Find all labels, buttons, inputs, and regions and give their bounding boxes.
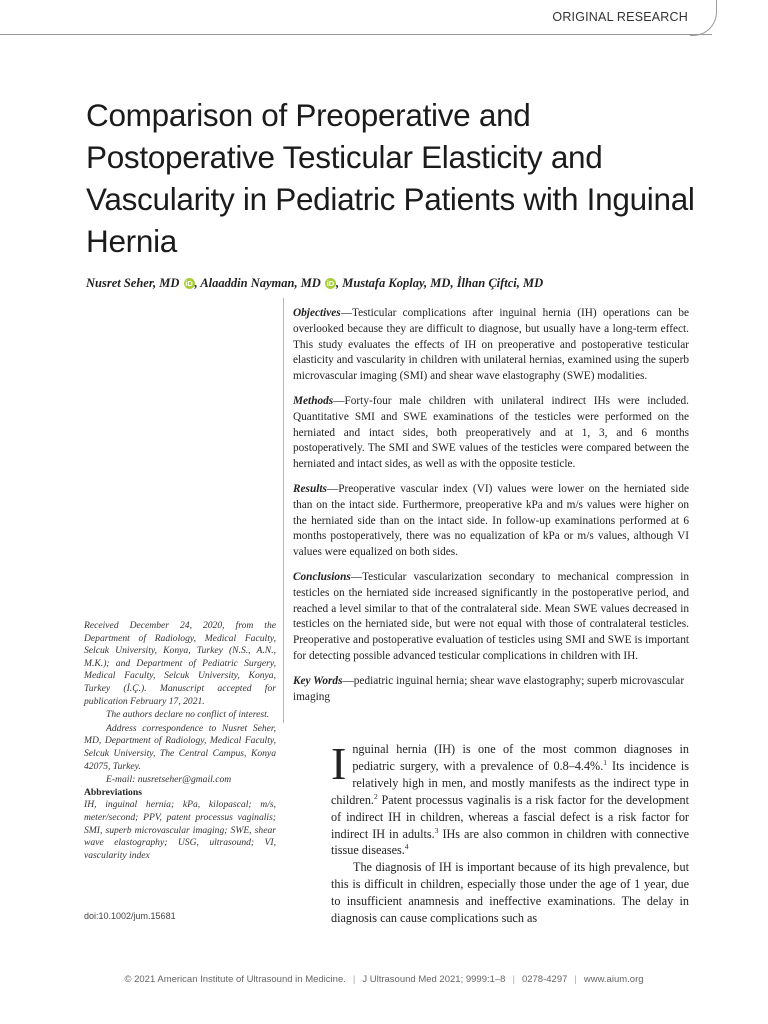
author-name: Nusret Seher, MD bbox=[86, 276, 180, 290]
abstract-divider bbox=[283, 298, 284, 723]
orcid-icon[interactable]: iD bbox=[326, 279, 335, 288]
section-label: ORIGINAL RESEARCH bbox=[552, 10, 688, 24]
abstract-results: Results—Preoperative vascular index (VI) values were lower on the herniated side than on the intact side. Furthermore, preoperative kPa and m/s values were higher on the herniated side than on the intact side. In follow-up examinations performed at 6 months postoperatively, there was no equalization of kPa or m/s values, although VI values were equalized on both sides. bbox=[293, 482, 689, 559]
footer-separator: | bbox=[512, 974, 515, 985]
body-paragraph: Inguinal hernia (IH) is one of the most common diagnoses in pediatric surgery, with a prevalence of 0.8–4.4%.$^1$ Its incidence is relatively high in men, and mostly manifests as the indirect type in children.$^2$ Patent processus vaginalis is a risk factor for the development of indirect IH in children, whereas a fascial defect is a risk factor for indirect IH in adults.$^3$ IHs are also common in children with connective tissue diseases.$^4$ bbox=[331, 738, 689, 858]
journal-citation: J Ultrasound Med 2021; 9999:1–8 bbox=[362, 974, 506, 985]
article-title: Comparison of Preoperative and Postoperative Testicular Elasticity and Vascularity in Pediatric Patients with Inguinal Hernia bbox=[86, 97, 695, 259]
citation-ref[interactable]: 4 bbox=[404, 842, 409, 852]
citation-ref[interactable]: 1 bbox=[603, 757, 608, 767]
abstract-keywords: Key Words—pediatric inguinal hernia; shear wave elastography; superb microvascular imaging bbox=[293, 674, 685, 703]
page-footer bbox=[0, 974, 768, 985]
orcid-icon[interactable]: iD bbox=[185, 279, 193, 288]
abstract-methods: Methods—Forty-four male children with unilateral indirect IHs were included. Quantitative SMI and SWE examinations of the testicles were performed on the herniated and intact sides, both preoperatively and at 1, 3, and 6 months postoperatively. The SMI and SWE values of the testicles were compared between the herniated and intact sides, as well as with the opposite testicle. bbox=[293, 394, 689, 471]
author-list bbox=[86, 276, 726, 291]
body-text bbox=[331, 738, 689, 927]
citation-ref[interactable]: 2 bbox=[373, 791, 378, 801]
header-corner-curve bbox=[690, 0, 717, 36]
footer-separator: | bbox=[352, 974, 356, 985]
footer-separator: | bbox=[574, 974, 577, 985]
doi-link[interactable]: doi:10.1002/jum.15681 bbox=[84, 911, 176, 921]
copyright-text: © 2021 American Institute of Ultrasound in Medicine. bbox=[124, 974, 346, 985]
abstract-conclusions: Conclusions—Testicular vascularization secondary to mechanical compression in testicles on the herniated side increased significantly in the postoperative period, and reached a level similar to that of the contralateral side. Mean SWE values decreased in testicles on the herniated side, but were not equal with those of contralateral testicles. Preoperative and postoperative evaluation of testicles using SMI and SWE is important for detecting possible advanced testicular complications in children with IH. bbox=[293, 570, 689, 662]
issn-text: 0278-4297 bbox=[521, 974, 568, 985]
conflict-note: The authors declare no conflict of interest. bbox=[106, 709, 270, 721]
article-info-sidebar bbox=[84, 620, 276, 862]
website-link[interactable]: www.aium.org bbox=[583, 974, 644, 985]
abstract bbox=[293, 306, 689, 714]
drop-cap: I bbox=[331, 738, 347, 789]
abstract-objectives: Objectives—Testicular complications after inguinal hernia (IH) operations can be overlooked because they are difficult to diagnose, but usually have a long-term effect. This study evaluates the effects of IH on preoperative and postoperative testicular elasticity and vascularity in children with unilateral hernias, examined using the superb microvascular imaging (SMI) and shear wave elastography (SWE) modalities. bbox=[293, 307, 689, 383]
email-link[interactable]: E-mail: nusretseher@gmail.com bbox=[106, 774, 232, 786]
citation-ref[interactable]: 3 bbox=[434, 825, 439, 835]
abbreviations-text: IH, inguinal hernia; kPa, kilopascal; m/s, meter/second; PPV, patent processus vaginalis; SMI, superb microvascular imaging; SWE, shear wave elastography; USG, ultrasound; VI, vascularity index bbox=[84, 799, 276, 861]
received-note: Received December 24, 2020, from the Department of Radiology, Medical Faculty, Selcuk University, Konya, Turkey (N.S., A.N., M.K.); and Department of Pediatric Surgery, Medical Faculty, Selcuk University, Konya, Turkey (İ.Ç.). Manuscript accepted for publication February 17, 2021. bbox=[84, 620, 276, 707]
body-paragraph: The diagnosis of IH is important because of its high prevalence, but this is difficult in children, especially those under the age of 1 year, due to insufficient anamnesis and ineffective examinations. The delay in diagnosis can cause complications such as bbox=[331, 860, 689, 926]
header-rule bbox=[0, 34, 712, 35]
correspondence-note: Address correspondence to Nusret Seher, MD, Department of Radiology, Medical Faculty, Selcuk University, The Central Campus, Konya 42075, Turkey. bbox=[84, 722, 276, 772]
author-name: , Alaaddin Nayman, MD bbox=[194, 276, 321, 290]
author-name: , Mustafa Koplay, MD, İlhan Çiftci, MD bbox=[335, 276, 544, 290]
abbreviations-title: Abbreviations bbox=[84, 786, 142, 798]
